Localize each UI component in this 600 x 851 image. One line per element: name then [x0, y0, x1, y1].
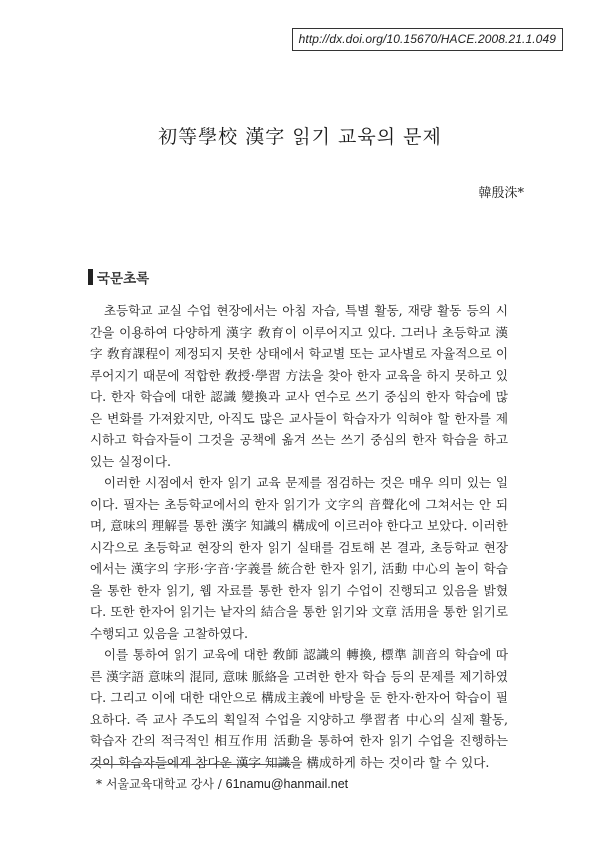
section-marker-bar — [88, 269, 93, 285]
section-title: 국문초록 — [97, 271, 150, 287]
section-heading — [88, 267, 149, 287]
abstract-paragraph-2: 이러한 시점에서 한자 읽기 교육 문제를 점검하는 것은 매우 의미 있는 일이다. 필자는 초등학교에서의 한자 읽기가 文字의 音聲化에 그쳐서는 안 되며, 意味의 理解를 통한 漢字 知識의 構成에 이르러야 한다고 보았다. 이러한 시각으로 초등학교 현장의 한자 읽기 실태를 검토해 본 결과, 초등학교 현장에서는 漢字의 字形·字音·字義를 統合한 한자 읽기, 活動 中心의 놀이 학습을 통한 한자 읽기, 웹 자료를 통한 한자 읽기 수업이 진행되고 있음을 밝혔다. 또한 한자어 읽기는 낱자의 結合을 통한 읽기와 文章 活用을 통한 읽기로 수행되고 있음을 고찰하였다. — [90, 475, 508, 641]
doi-link[interactable]: http://dx.doi.org/10.15670/HACE.2008.21.1.049 — [292, 28, 563, 51]
abstract-body — [90, 300, 508, 773]
footnote-divider — [90, 764, 291, 765]
paper-title: 初等學校 漢字 읽기 교육의 문제 — [158, 126, 442, 148]
footnote-email[interactable]: 61namu@hanmail.net — [225, 777, 349, 791]
abstract-paragraph-1: 초등학교 교실 수업 현장에서는 아침 자습, 특별 활동, 재량 활동 등의 시간을 이용하여 다양하게 漢字 敎育이 이루어지고 있다. 그러나 초등학교 漢字 敎育課程이 제정되지 못한 상태에서 학교별 또는 교사별로 자율적으로 이루어지기 때문에 적합한 敎授·學習 方法을 찾아 한자 교육을 하지 못하고 있다. 한자 학습에 대한 認識 變換과 교사 연수로 쓰기 중심의 한자 학습에 많은 변화를 가져왔지만, 아직도 많은 교사들이 학습자가 익혀야 할 한자를 제시하고 학습자들이 그것을 공책에 옮겨 쓰는 쓰기 중심의 한자 학습을 하고 있는 실정이다. — [90, 303, 508, 469]
abstract-paragraph-3: 이를 통하여 읽기 교육에 대한 敎師 認識의 轉換, 標準 訓音의 학습에 따른 漢字語 意味의 混同, 意味 脈絡을 고려한 한자 학습 등의 문제를 제기하였다. 그리고 이에 대한 대안으로 構成主義에 바탕을 둔 한자·한자어 학습이 필요하다. 즉 교사 주도의 획일적 수업을 지양하고 學習者 中心의 실제 활동, 학습자 간의 적극적인 相互作用 活動을 통하여 한자 읽기 수업을 진행하는 것이 학습자들에게 참다운 漢字 知識을 構成하게 하는 것이라 할 수 있다. — [90, 647, 508, 770]
footnote-affiliation: * 서울교육대학교 강사 / — [96, 777, 222, 791]
author-name: 韓殷洙* — [478, 186, 524, 201]
footnote — [96, 775, 348, 792]
